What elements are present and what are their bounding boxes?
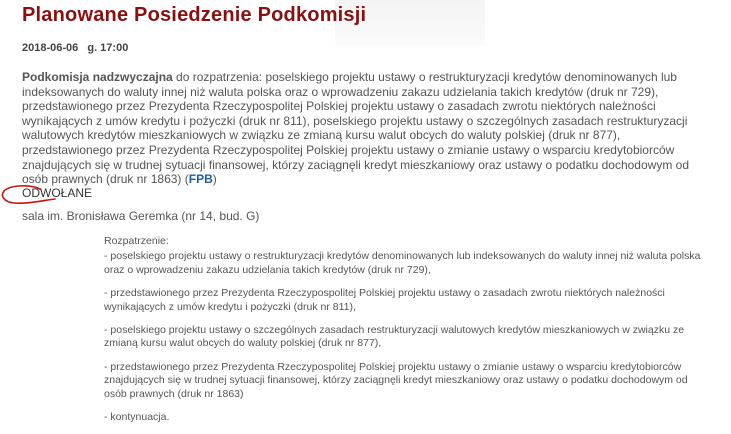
meeting-datetime (22, 42, 134, 54)
meeting-room: sala im. Bronisława Geremka (nr 14, bud. G) (22, 209, 260, 223)
agenda-item: - poselskiego projektu ustawy o restrukturyzacji kredytów denominowanych lub indeksowanych do waluty innej niż waluta polska oraz o wprowadzeniu zakazu udzielania takich kredytów (druk nr 729), (104, 250, 701, 276)
status-cancelled: ODWOŁANE (22, 186, 93, 200)
page-title: Planowane Posiedzenie Podkomisji (22, 4, 367, 26)
committee-link[interactable]: FPB (188, 172, 213, 187)
link-close-paren: ) (212, 172, 217, 187)
agenda-item: - przedstawionego przez Prezydenta Rzeczypospolitej Polskiej projektu ustawy o zasadach zwrotu niektórych należności wynikających z umów kredytu i pożyczki (druk nr 811), (104, 287, 665, 313)
meeting-description (22, 70, 712, 187)
agenda (104, 235, 704, 434)
agenda-item: - poselskiego projektu ustawy o szczególnych zasadach restrukturyzacji walutowych kredytów mieszkaniowych w związku ze zmianą kursu walut obcych do waluty polskiej (druk nr 877), (104, 324, 685, 350)
link-open-paren: ( (181, 172, 189, 187)
subcommittee-name: Podkomisja nadzwyczajna (22, 70, 173, 84)
meeting-time: g. 17:00 (87, 42, 129, 54)
agenda-item: - kontynuacja. (104, 411, 170, 424)
meeting-date: 2018-06-06 (22, 42, 79, 54)
description-text: do rozpatrzenia: poselskiego projektu ustawy o restrukturyzacji kredytów denominowanych lub indeksowanych do waluty innej niż waluta polska oraz o wprowadzeniu zakazu udzielania takich kredytów (druk nr 729), przedstawionego przez Prezydenta Rzeczypospolitej Polskiej projektu ustawy o zasadach zwrotu niektórych należności wynikających z umów kredytu i pożyczki (druk nr 811), poselskiego projektu ustawy o szczególnych zasadach restrukturyzacji walutowych kredytów mieszkaniowych w związku ze zmianą kursu walut obcych do waluty polskiej (druk nr 877), przedstawionego przez Prezydenta Rzeczypospolitej Polskiej projektu ustawy o zmianie ustawy o wsparciu kredytobiorców znajdujących się w trudnej sytuacji finansowej, którzy zaciągnęli kredyt mieszkaniowy oraz ustawy o podatku dochodowym od osób prawnych (druk nr 1863) (22, 70, 689, 187)
agenda-heading: Rozpatrzenie: (104, 235, 169, 247)
agenda-item: - przedstawionego przez Prezydenta Rzeczypospolitej Polskiej projektu ustawy o zmianie ustawy o wsparciu kredytobiorców znajdujących się w trudnej sytuacji finansowej, którzy zaciągnęli kredyt mieszkaniowy oraz ustawy o podatku dochodowym od osób prawnych (druk nr 1863) (104, 360, 688, 400)
